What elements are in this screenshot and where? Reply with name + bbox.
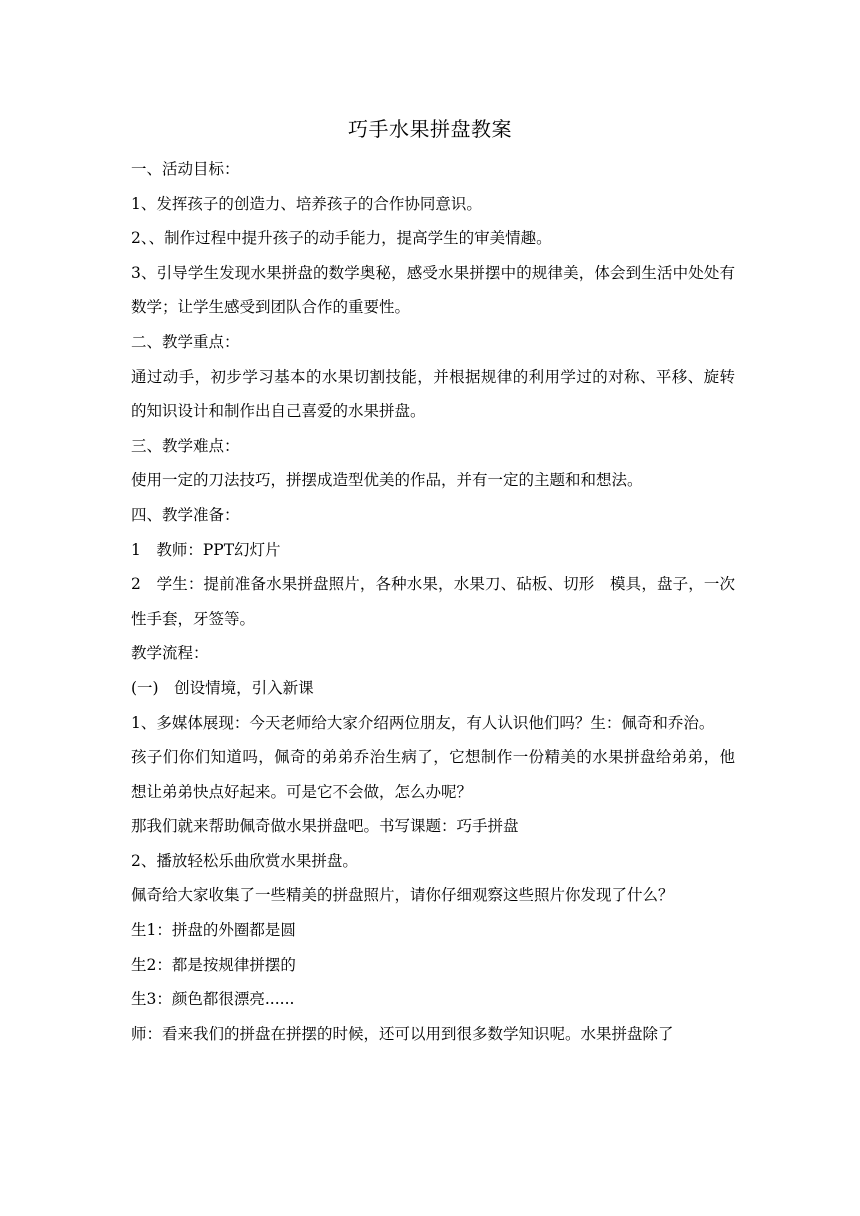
section-heading-goals: 一、活动目标： <box>131 160 240 178</box>
preparation-item-2: 2 学生：提前准备水果拼盘照片，各种水果，水果刀、砧板、切形 模具，盘子，一次性手套，牙签等。 <box>131 575 735 628</box>
process-paragraph: 那我们就来帮助佩奇做水果拼盘吧。书写课题：巧手拼盘 <box>131 817 519 836</box>
process-paragraph: 1、多媒体展现：今天老师给大家介绍两位朋友，有人认识他们吗？生：佩奇和乔治。 <box>131 713 715 732</box>
student-answer-2: 生2：都是按规律拼摆的 <box>131 955 296 974</box>
teacher-remark: 师：看来我们的拼盘在拼摆的时候，还可以用到很多数学知识呢。水果拼盘除了 <box>131 1024 674 1043</box>
process-paragraph: 佩奇给大家收集了一些精美的拼盘照片，请你仔细观察这些照片你发现了什么？ <box>131 886 674 905</box>
section-heading-difficulties: 三、教学难点： <box>131 436 240 455</box>
student-answer-3: 生3：颜色都很漂亮...... <box>131 990 295 1009</box>
process-paragraph: 2、播放轻松乐曲欣赏水果拼盘。 <box>131 851 358 870</box>
key-points-text: 通过动手，初步学习基本的水果切割技能，并根据规律的利用学过的对称、平移、旋转的知识设计和制作出自己喜爱的水果拼盘。 <box>131 367 735 421</box>
process-step-heading-1: (一) 创设情境，引入新课 <box>131 678 314 697</box>
page-title: 巧手水果拼盘教案 <box>348 117 512 141</box>
section-heading-key-points: 二、教学重点： <box>131 332 240 351</box>
process-paragraph: 孩子们你们知道吗，佩奇的弟弟乔治生病了，它想制作一份精美的水果拼盘给弟弟，他想让弟弟快点好起来。可是它不会做，怎么办呢？ <box>131 748 735 801</box>
goal-item-2: 2、、制作过程中提升孩子的动手能力，提高学生的审美情趣。 <box>131 229 552 248</box>
goal-item-1: 1、发挥孩子的创造力、培养孩子的合作协同意识。 <box>131 194 482 213</box>
preparation-item-1: 1 教师：PPT幻灯片 <box>131 540 281 559</box>
difficulties-text: 使用一定的刀法技巧，拼摆成造型优美的作品，并有一定的主题和和想法。 <box>131 471 643 490</box>
section-heading-preparation: 四、教学准备： <box>131 505 240 524</box>
document-body <box>131 152 735 1051</box>
section-heading-process: 教学流程： <box>131 644 209 663</box>
student-answer-1: 生1：拼盘的外圈都是圆 <box>131 921 296 940</box>
goal-item-3: 3、引导学生发现水果拼盘的数学奥秘，感受水果拼摆中的规律美，体会到生活中处处有数学；让学生感受到团队合作的重要性。 <box>131 263 735 317</box>
